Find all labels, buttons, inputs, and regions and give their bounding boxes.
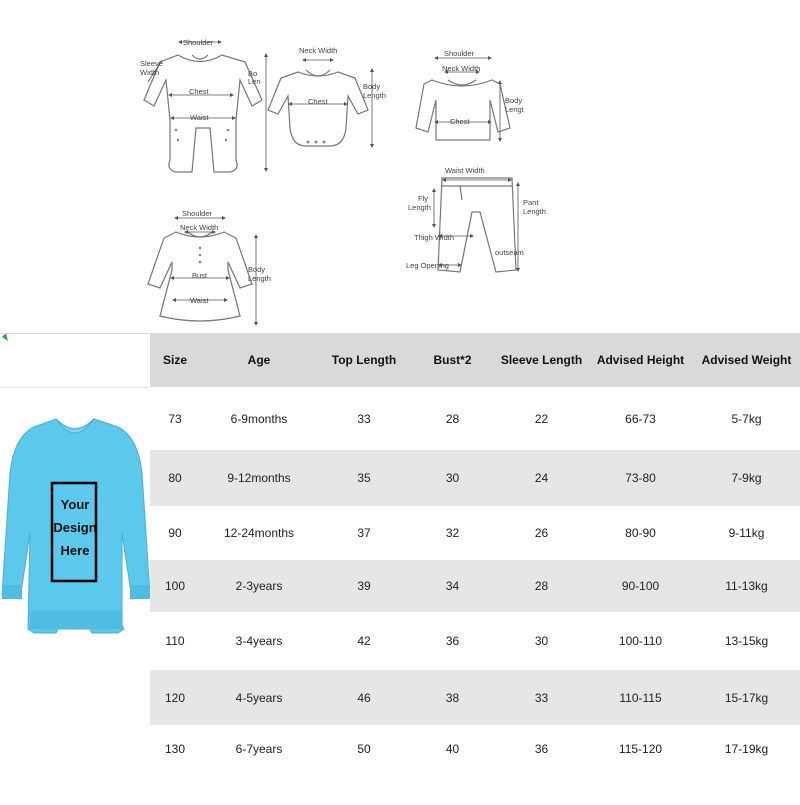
cell-age: 4-5years bbox=[200, 670, 318, 725]
bodysuit-diagram bbox=[268, 70, 368, 146]
romper-body-label-2: Len bbox=[248, 77, 261, 86]
size-diagrams bbox=[0, 0, 800, 333]
top-body-label-1: Body bbox=[505, 96, 523, 105]
pants-waist-label: Waist Width bbox=[445, 166, 485, 175]
bodysuit-neck-label: Neck Width bbox=[299, 46, 338, 55]
romper-sleeve-label-1: Sleeve bbox=[140, 59, 163, 68]
print-area-label bbox=[52, 493, 98, 562]
cell-age: 3-4years bbox=[200, 612, 318, 670]
cell-bust: 30 bbox=[410, 450, 495, 506]
print-text-line-2: Design bbox=[53, 520, 97, 535]
dress-measure-lines bbox=[172, 218, 256, 324]
romper-waist-label: Waist bbox=[190, 113, 209, 122]
pants-leg-label: Leg Opening bbox=[406, 261, 449, 270]
cell-advised-height: 73-80 bbox=[588, 450, 693, 506]
cell-size: 90 bbox=[150, 506, 200, 560]
top-shoulder-label: Shoulder bbox=[444, 49, 475, 58]
cell-advised-height: 80-90 bbox=[588, 506, 693, 560]
bodysuit-body-label-1: Body bbox=[363, 82, 381, 91]
cell-top-length: 37 bbox=[318, 506, 410, 560]
sweatshirt-image bbox=[0, 333, 150, 800]
table-header-row bbox=[150, 333, 800, 387]
cell-bust: 34 bbox=[410, 560, 495, 612]
size-table bbox=[150, 333, 800, 773]
table-row bbox=[150, 506, 800, 560]
header-top-length: Top Length bbox=[318, 333, 410, 387]
dress-neck-label: Neck Width bbox=[180, 223, 219, 232]
cell-advised-weight: 5-7kg bbox=[693, 387, 800, 450]
romper-shoulder-label: Shoulder bbox=[183, 38, 214, 47]
cell-sleeve-length: 22 bbox=[495, 387, 588, 450]
romper-sleeve-label-2: Width bbox=[140, 68, 160, 77]
print-text-line-1: Your bbox=[60, 497, 90, 512]
pants-fly-label-1: Fly bbox=[418, 194, 428, 203]
cell-size: 100 bbox=[150, 560, 200, 612]
cell-size: 110 bbox=[150, 612, 200, 670]
romper-body-label-1: Bo bbox=[248, 69, 258, 78]
cell-bust: 38 bbox=[410, 670, 495, 725]
dress-shoulder-label: Shoulder bbox=[182, 209, 213, 218]
cell-advised-height: 110-115 bbox=[588, 670, 693, 725]
cell-bust: 36 bbox=[410, 612, 495, 670]
pants-length-label-2: Length bbox=[523, 207, 546, 216]
cell-age: 12-24months bbox=[200, 506, 318, 560]
cell-size: 80 bbox=[150, 450, 200, 506]
cell-age: 6-7years bbox=[200, 725, 318, 773]
pants-diagram bbox=[438, 178, 516, 272]
cell-advised-height: 66-73 bbox=[588, 387, 693, 450]
cell-bust: 32 bbox=[410, 506, 495, 560]
cell-sleeve-length: 26 bbox=[495, 506, 588, 560]
divider bbox=[0, 333, 150, 334]
cell-sleeve-length: 30 bbox=[495, 612, 588, 670]
top-body-label-2: Lengt bbox=[505, 105, 524, 114]
dress-body-label-2: Length bbox=[248, 274, 271, 283]
product-column bbox=[0, 333, 150, 800]
cell-sleeve-length: 28 bbox=[495, 560, 588, 612]
divider bbox=[0, 387, 150, 388]
header-advised-weight: Advised Weight bbox=[693, 333, 800, 387]
header-bust: Bust*2 bbox=[410, 333, 495, 387]
cell-top-length: 35 bbox=[318, 450, 410, 506]
cell-advised-weight: 13-15kg bbox=[693, 612, 800, 670]
cell-advised-weight: 7-9kg bbox=[693, 450, 800, 506]
romper-chest-label: Chest bbox=[189, 87, 209, 96]
pants-fly-label-2: Length bbox=[408, 203, 431, 212]
cell-advised-weight: 11-13kg bbox=[693, 560, 800, 612]
cell-advised-weight: 9-11kg bbox=[693, 506, 800, 560]
cell-advised-weight: 15-17kg bbox=[693, 670, 800, 725]
cell-age: 2-3years bbox=[200, 560, 318, 612]
cell-top-length: 33 bbox=[318, 387, 410, 450]
cell-sleeve-length: 24 bbox=[495, 450, 588, 506]
cell-size: 130 bbox=[150, 725, 200, 773]
table-row bbox=[150, 387, 800, 450]
dress-bust-label: Bust bbox=[192, 271, 208, 280]
print-text-line-3: Here bbox=[60, 543, 90, 558]
cell-bust: 40 bbox=[410, 725, 495, 773]
cell-advised-weight: 17-19kg bbox=[693, 725, 800, 773]
pants-thigh-label: Thigh Width bbox=[414, 233, 455, 242]
bodysuit-measure-lines bbox=[290, 60, 372, 146]
table-row bbox=[150, 670, 800, 725]
cell-advised-height: 115-120 bbox=[588, 725, 693, 773]
header-sleeve-length: Sleeve Length bbox=[495, 333, 588, 387]
top-chest-label: Chest bbox=[450, 117, 470, 126]
cell-age: 9-12months bbox=[200, 450, 318, 506]
header-age: Age bbox=[200, 333, 318, 387]
dress-body-label-1: Body bbox=[248, 265, 266, 274]
cell-age: 6-9months bbox=[200, 387, 318, 450]
cell-top-length: 50 bbox=[318, 725, 410, 773]
cell-sleeve-length: 33 bbox=[495, 670, 588, 725]
bodysuit-body-label-2: Length bbox=[363, 91, 386, 100]
table-row bbox=[150, 725, 800, 773]
cell-size: 73 bbox=[150, 387, 200, 450]
header-size: Size bbox=[150, 333, 200, 387]
size-table-wrap bbox=[150, 333, 800, 800]
cell-advised-height: 90-100 bbox=[588, 560, 693, 612]
cell-top-length: 46 bbox=[318, 670, 410, 725]
table-row bbox=[150, 450, 800, 506]
table-row bbox=[150, 560, 800, 612]
dress-waist-label: Waist bbox=[190, 296, 209, 305]
cell-bust: 28 bbox=[410, 387, 495, 450]
cell-advised-height: 100-110 bbox=[588, 612, 693, 670]
pants-length-label-1: Pant bbox=[523, 198, 539, 207]
cell-top-length: 39 bbox=[318, 560, 410, 612]
pants-outseam-label: outseam bbox=[495, 248, 524, 257]
table-row bbox=[150, 612, 800, 670]
cell-sleeve-length: 36 bbox=[495, 725, 588, 773]
cell-top-length: 42 bbox=[318, 612, 410, 670]
top-neck-label: Neck Width bbox=[442, 64, 481, 73]
top-diagram bbox=[416, 80, 510, 140]
header-advised-height: Advised Height bbox=[588, 333, 693, 387]
cell-size: 120 bbox=[150, 670, 200, 725]
bodysuit-chest-label: Chest bbox=[308, 97, 328, 106]
